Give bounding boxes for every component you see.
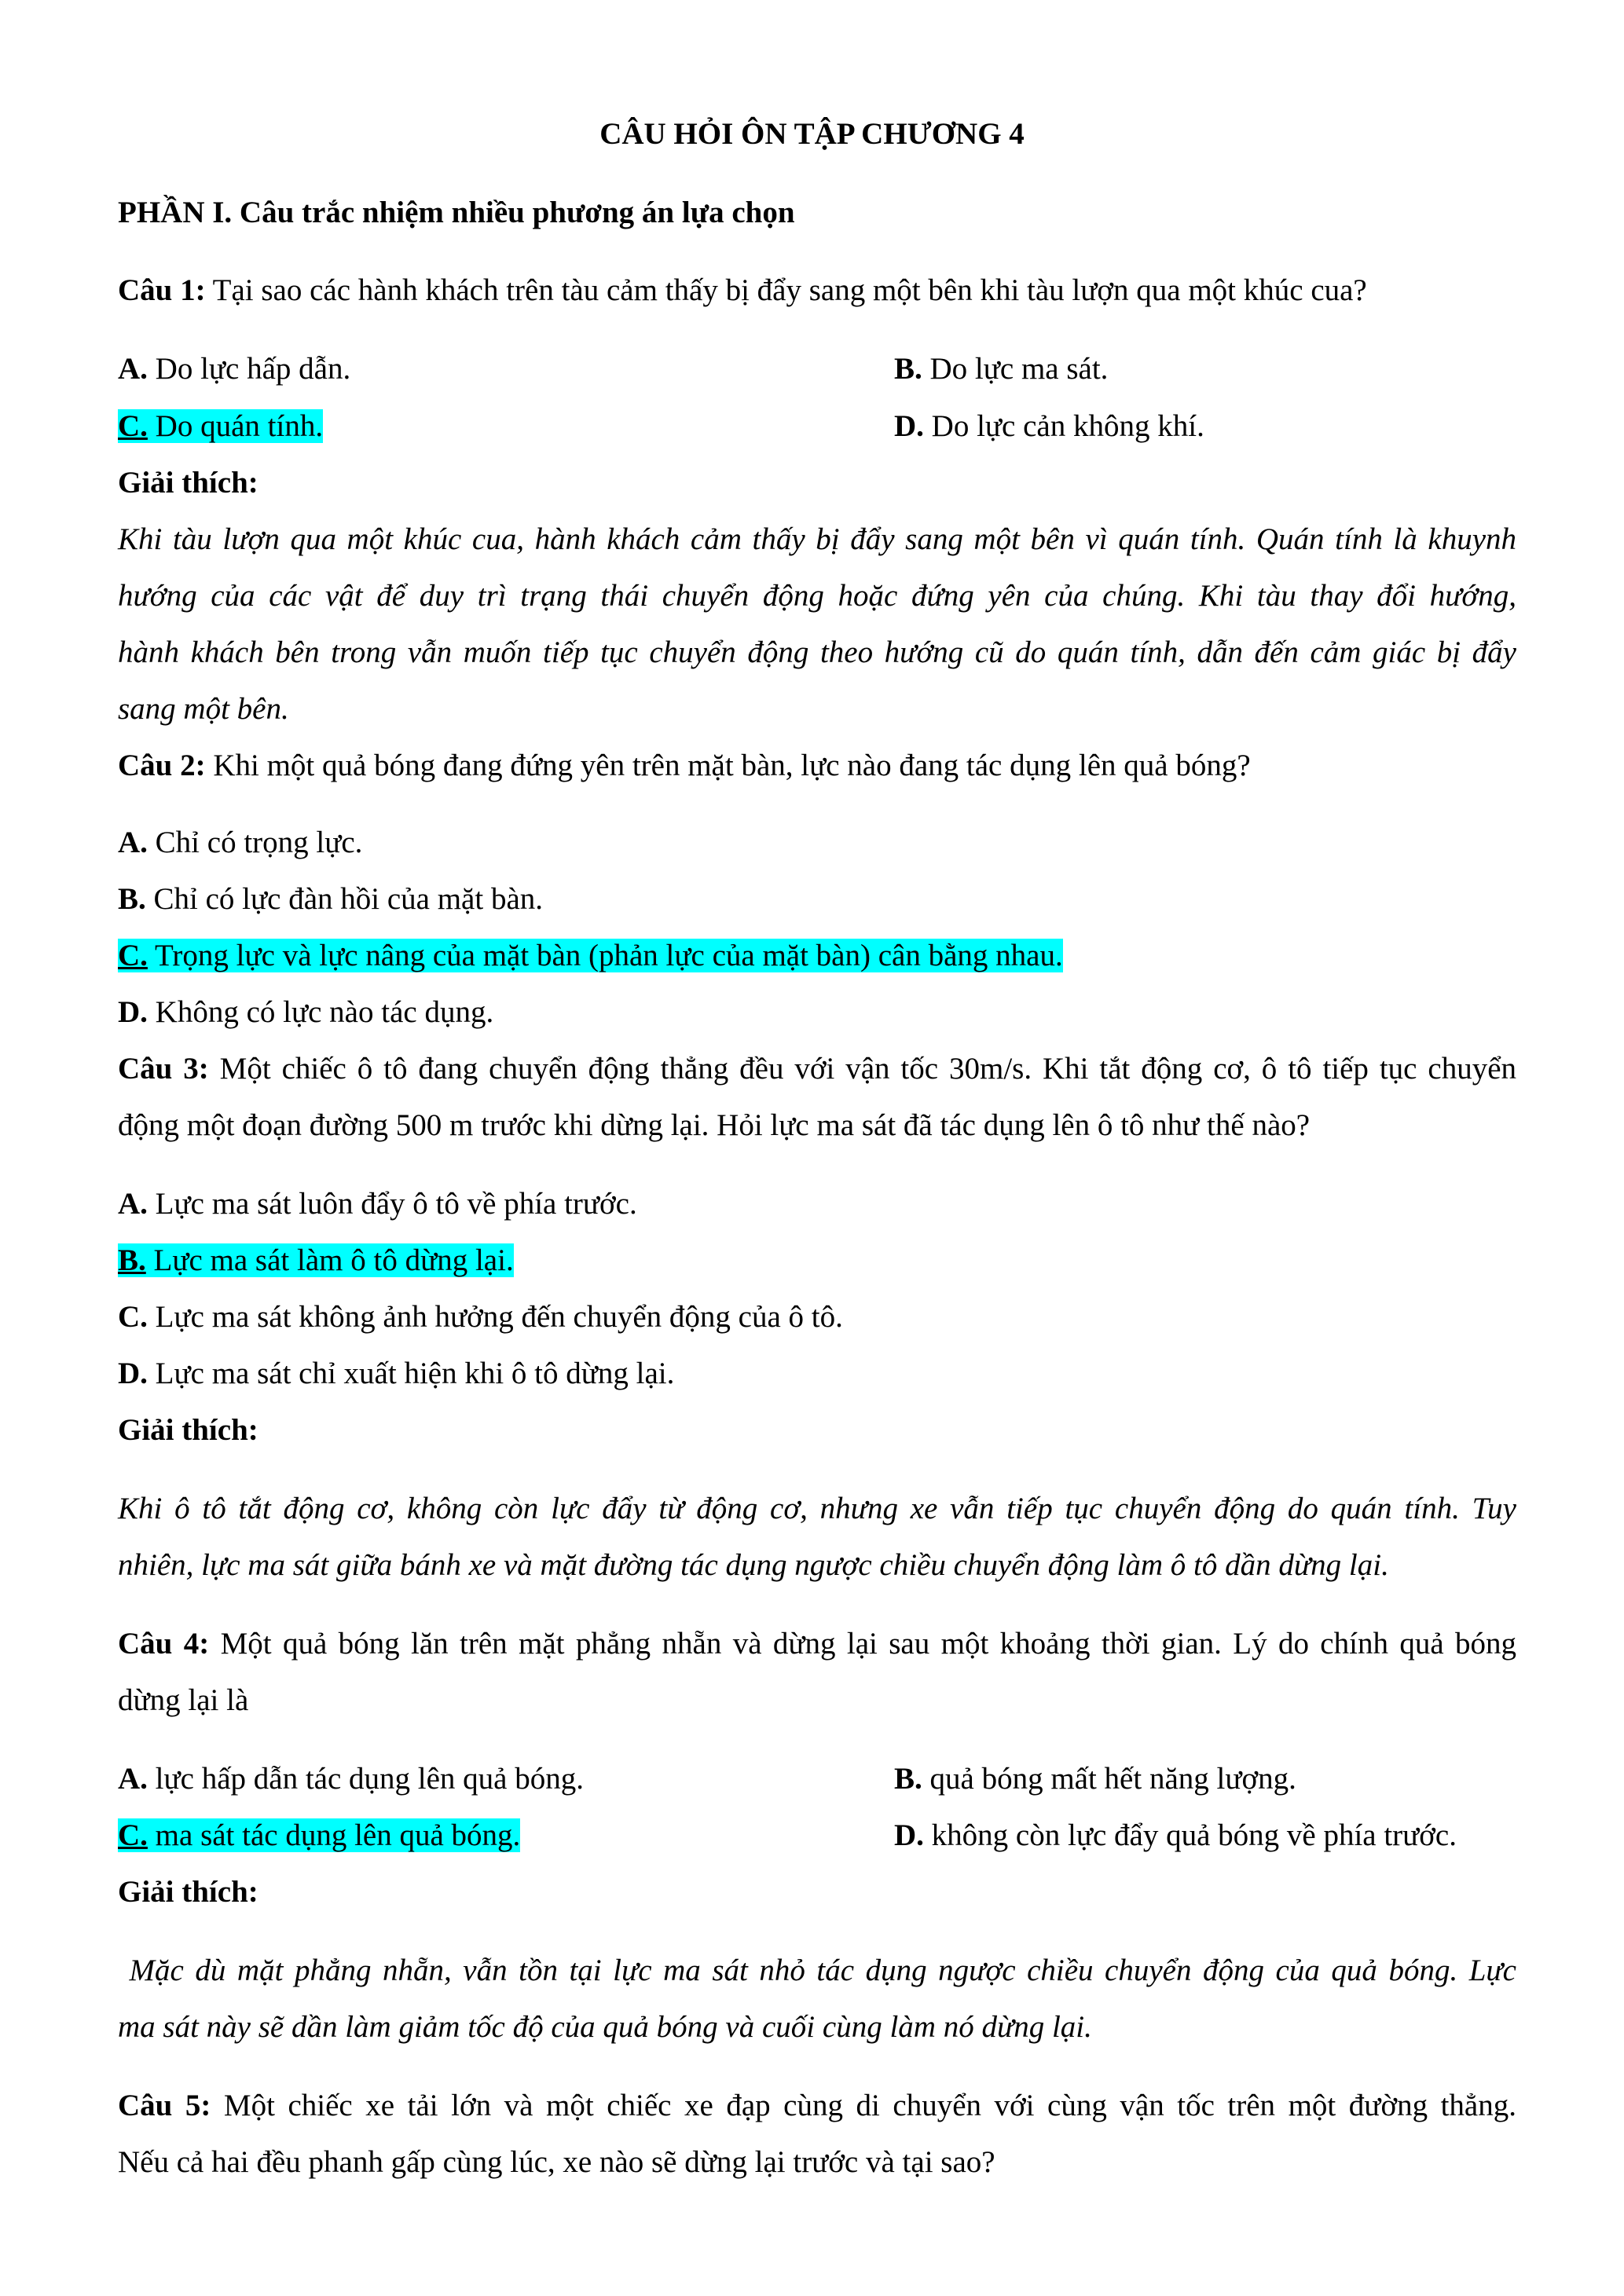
- explain-label-1: Giải thích:: [118, 466, 258, 500]
- explain-label-4: Giải thích:: [118, 1875, 258, 1909]
- explanation-3-line-1: Khi ô tô tắt động cơ, không còn lực đẩy từ động cơ, nhưng xe vẫn tiếp tục chuyển động do quán tính. Tuy: [118, 1492, 1516, 1525]
- question-5-line-2: Nếu cả hai đều phanh gấp cùng lúc, xe nào sẽ dừng lại trước và tại sao?: [118, 2145, 995, 2179]
- option-3d: D. Lực ma sát chỉ xuất hiện khi ô tô dừng lại.: [118, 1357, 675, 1390]
- question-label: Câu 2:: [118, 749, 206, 782]
- question-3-line-1: Câu 3: Một chiếc ô tô đang chuyển động thẳng đều với vận tốc 30m/s. Khi tắt động cơ, ô tô tiếp tục chuyển: [118, 1052, 1517, 1086]
- option-4a: A. lực hấp dẫn tác dụng lên quả bóng.: [118, 1762, 584, 1796]
- explanation-4-line-1: Mặc dù mặt phẳng nhẵn, vẫn tồn tại lực ma sát nhỏ tác dụng ngược chiều chuyển động của quả bóng. Lực: [118, 1954, 1516, 1987]
- option-3b-answer: B. Lực ma sát làm ô tô dừng lại.: [118, 1243, 514, 1277]
- question-1: Câu 1: Tại sao các hành khách trên tàu cảm thấy bị đẩy sang một bên khi tàu lượn qua một khúc cua?: [118, 273, 1367, 307]
- option-2d: D. Không có lực nào tác dụng.: [118, 995, 494, 1029]
- explanation-1-line-4: sang một bên.: [118, 692, 289, 726]
- question-4-line-1: Câu 4: Một quả bóng lăn trên mặt phẳng nhẵn và dừng lại sau một khoảng thời gian. Lý do chính quả bóng: [118, 1627, 1516, 1661]
- question-label: Câu 3:: [118, 1052, 209, 1086]
- option-1c-answer: C. Do quán tính.: [118, 409, 324, 443]
- option-4b: B. quả bóng mất hết năng lượng.: [894, 1762, 1296, 1796]
- question-label: Câu 1:: [118, 273, 206, 307]
- option-1d: D. Do lực cản không khí.: [894, 409, 1204, 443]
- page-title: CÂU HỎI ÔN TẬP CHƯƠNG 4: [599, 117, 1025, 151]
- explanation-1-line-3: hành khách bên trong vẫn muốn tiếp tục chuyển động theo hướng cũ do quán tính, dẫn đến cảm giác bị đẩy: [118, 635, 1516, 669]
- explain-label-3: Giải thích:: [118, 1413, 258, 1447]
- explanation-3-line-2: nhiên, lực ma sát giữa bánh xe và mặt đường tác dụng ngược chiều chuyển động làm ô tô dần dừng lại.: [118, 1548, 1389, 1582]
- question-label: Câu 4:: [118, 1627, 210, 1661]
- question-label: Câu 5:: [118, 2089, 211, 2122]
- option-1b: B. Do lực ma sát.: [894, 352, 1109, 386]
- option-2b: B. Chỉ có lực đàn hồi của mặt bàn.: [118, 882, 544, 916]
- option-2a: A. Chỉ có trọng lực.: [118, 826, 363, 859]
- question-5-line-1: Câu 5: Một chiếc xe tải lớn và một chiếc xe đạp cùng di chuyển với cùng vận tốc trên một đường thẳng.: [118, 2089, 1516, 2122]
- section-heading: PHẦN I. Câu trắc nhiệm nhiều phương án lựa chọn: [118, 196, 795, 229]
- option-2c-answer: C. Trọng lực và lực nâng của mặt bàn (phản lực của mặt bàn) cân bằng nhau.: [118, 939, 1063, 972]
- option-4c-answer: C. ma sát tác dụng lên quả bóng.: [118, 1818, 521, 1852]
- question-3-line-2: động một đoạn đường 500 m trước khi dừng lại. Hỏi lực ma sát đã tác dụng lên ô tô như thế nào?: [118, 1108, 1311, 1142]
- question-2: Câu 2: Khi một quả bóng đang đứng yên trên mặt bàn, lực nào đang tác dụng lên quả bóng?: [118, 749, 1251, 782]
- option-1a: A. Do lực hấp dẫn.: [118, 352, 351, 386]
- explanation-1-line-2: hướng của các vật để duy trì trạng thái chuyển động hoặc đứng yên của chúng. Khi tàu thay đổi hướng,: [118, 579, 1516, 613]
- question-4-line-2: dừng lại là: [118, 1683, 249, 1717]
- explanation-4-line-2: ma sát này sẽ dần làm giảm tốc độ của quả bóng và cuối cùng làm nó dừng lại.: [118, 2010, 1092, 2044]
- option-3c: C. Lực ma sát không ảnh hưởng đến chuyển động của ô tô.: [118, 1300, 843, 1334]
- option-4d: D. không còn lực đẩy quả bóng về phía trước.: [894, 1818, 1457, 1852]
- option-3a: A. Lực ma sát luôn đẩy ô tô về phía trước.: [118, 1187, 637, 1221]
- explanation-1-line-1: Khi tàu lượn qua một khúc cua, hành khách cảm thấy bị đẩy sang một bên vì quán tính. Quán tính là khuynh: [118, 522, 1516, 556]
